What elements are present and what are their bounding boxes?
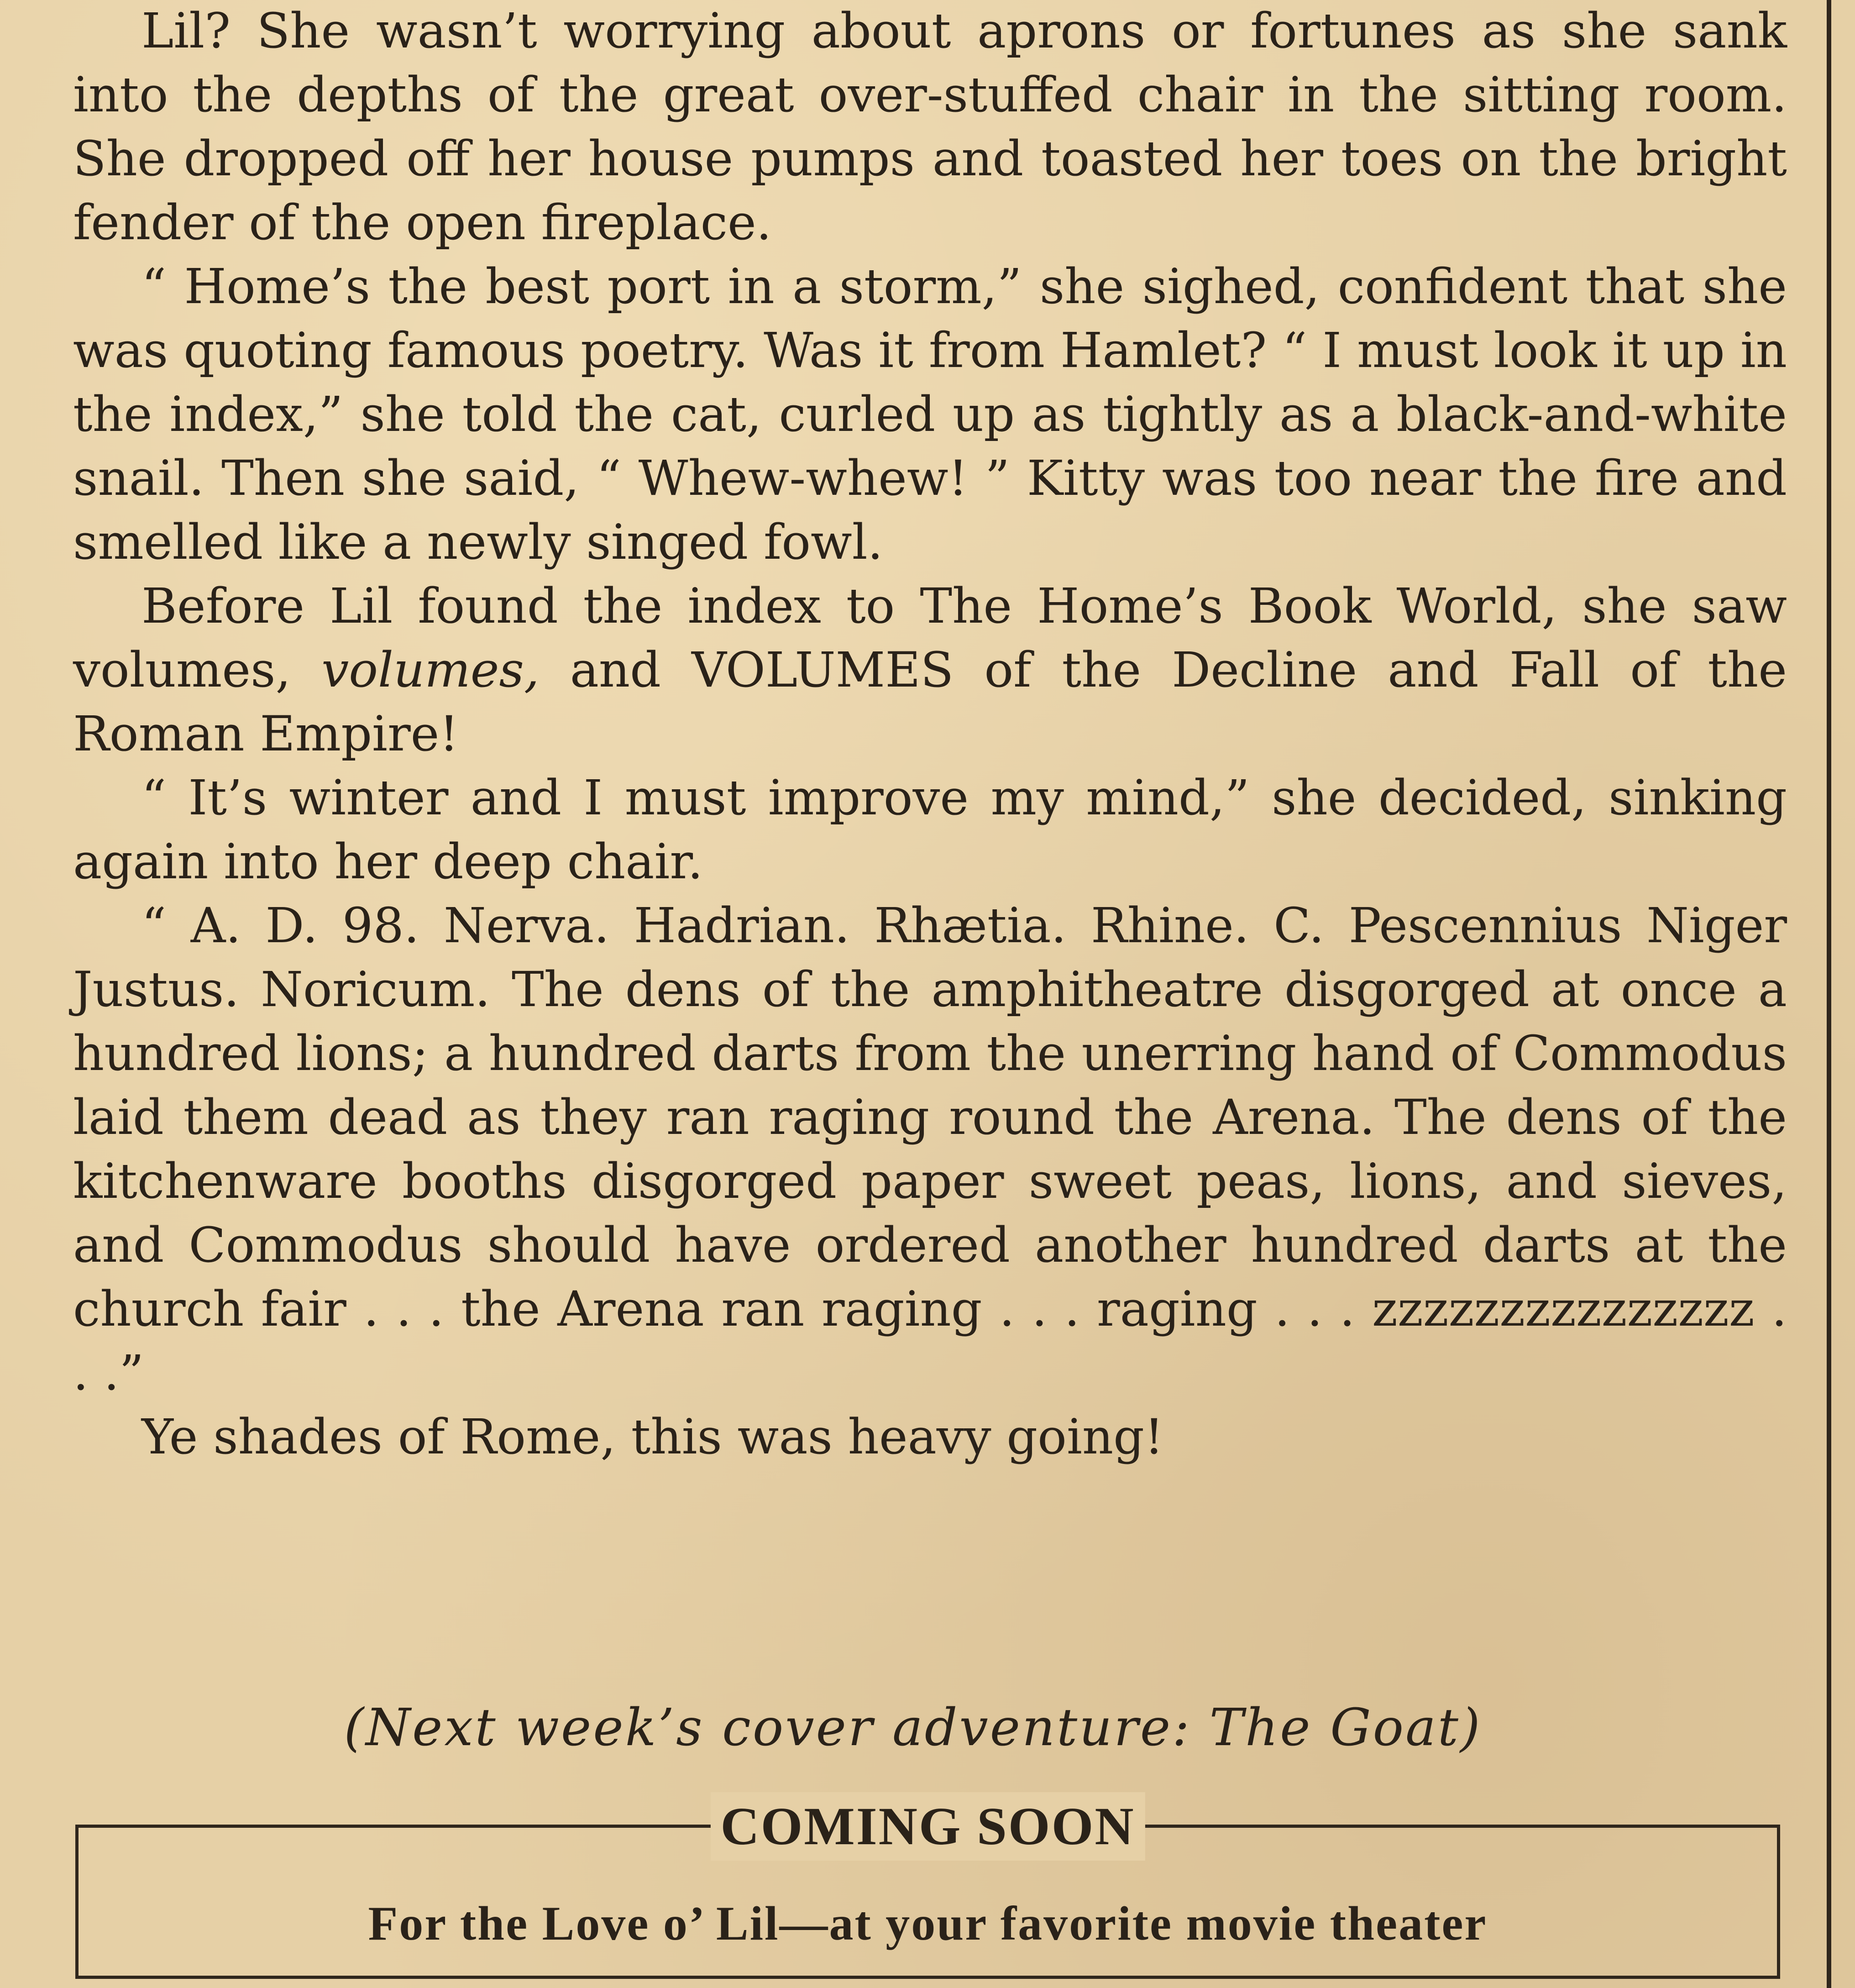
article-paragraph-4: “ It’s winter and I must improve my mind,” she decided, sinking again into her deep chair.: [73, 770, 1787, 890]
article-paragraph-3: [73, 574, 1787, 766]
paragraph-3-text-end: and VOLUMES of the Decline and Fall of the Roman Empire!: [73, 642, 1787, 762]
coming-soon-box: [75, 1796, 1780, 1979]
article-paragraph-2: “ Home’s the best port in a storm,” she sighed, confident that she was quoting famous poetry. Was it from Hamlet? “ I must look it up in the index,” she told the cat, curled up as tightly as a black-and-white snail. Then she said, “ Whew-whew! ” Kitty was too near the fire and smelled like a newly singed fowl.: [73, 258, 1787, 570]
paragraph-3-italic-word: volumes,: [321, 642, 540, 698]
column-divider-rule: [1827, 0, 1831, 1988]
article-paragraph-1: Lil? She wasn’t worrying about aprons or fortunes as she sank into the depths of the great over-stuffed chair in the sitting room. She dropped off her house pumps and toasted her toes on the bright fender of the open fireplace.: [73, 3, 1787, 251]
article-body: [73, 0, 1787, 1469]
coming-soon-title: COMING SOON: [710, 1792, 1145, 1861]
next-week-teaser: (Next week’s cover adventure: The Goat): [344, 1698, 1482, 1757]
article-paragraph-6: Ye shades of Rome, this was heavy going!: [141, 1409, 1164, 1465]
paragraph-3-text-start: Before Lil found the index to The Home’s Book World, she saw volumes,: [73, 578, 1787, 698]
article-paragraph-5: “ A. D. 98. Nerva. Hadrian. Rhætia. Rhine. C. Pescennius Niger Justus. Noricum. The dens of the amphitheatre disgorged at once a hundred lions; a hundred darts from the unerring hand of Commodus laid them dead as they ran raging round the Arena. The dens of the kitchenware booths disgorged paper sweet peas, lions, and sieves, and Commodus should have ordered another hundred darts at the church fair . . . the Arena ran raging . . . raging . . . zzzzzzzzzzzzzzz . . .”: [73, 897, 1787, 1401]
coming-soon-line: For the Love o’ Lil—at your favorite movie theater: [368, 1897, 1488, 1950]
